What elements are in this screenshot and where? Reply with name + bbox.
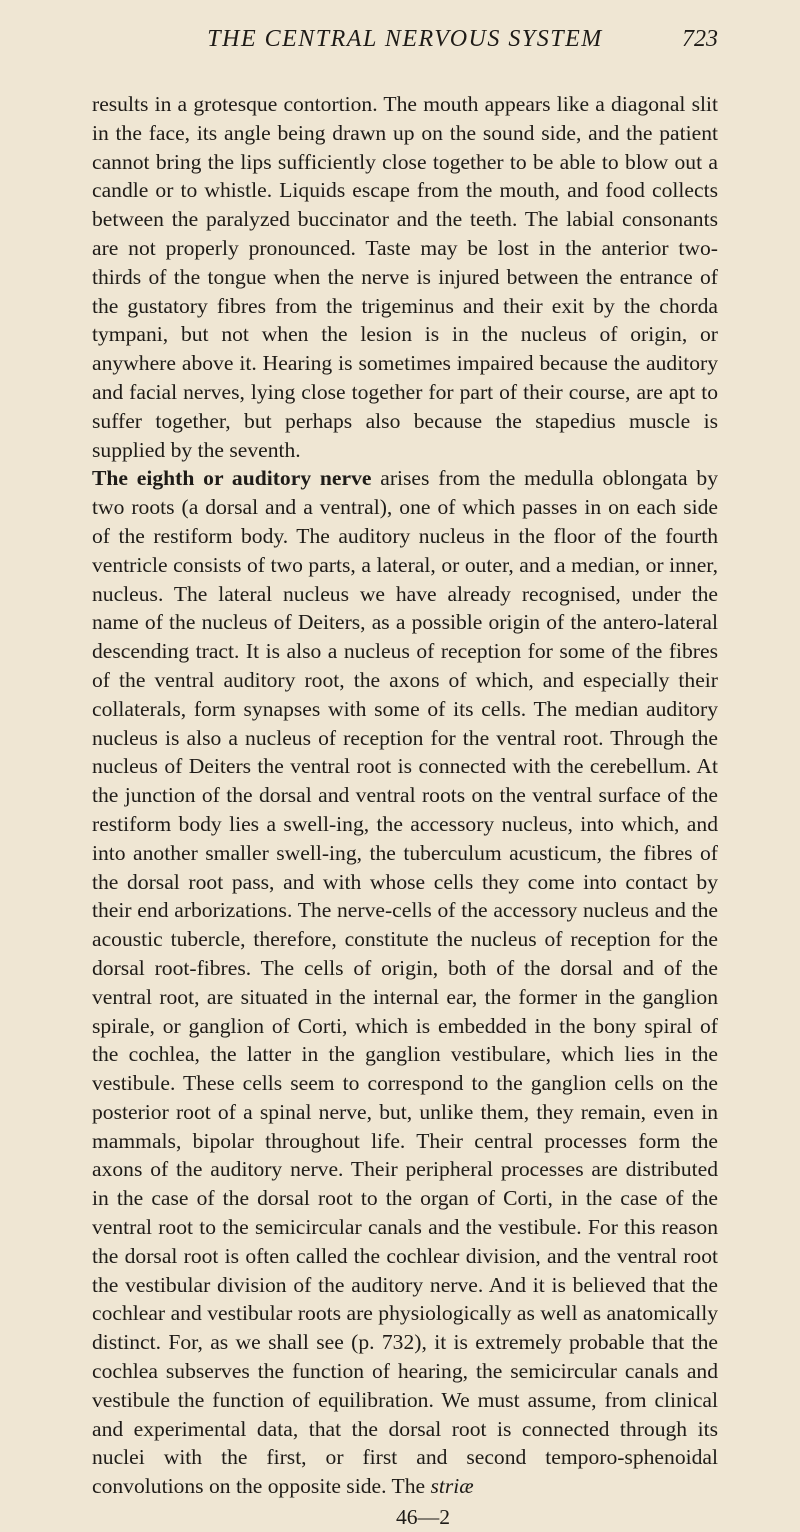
paragraph-facial-nerve-lesion: [92, 90, 718, 464]
running-title: THE CENTRAL NERVOUS SYSTEM: [207, 26, 603, 52]
paragraph-text: arises from the medulla oblongata by two roots (a dorsal and a ventral), one of which passes in on each side of the restiform body. The auditory nucleus in the floor of the fourth ventricle consists of two parts, a lateral, or outer, and a median, or inner, nucleus. The lateral nucleus we have already recognised, under the name of the nucleus of Deiters, as a possible origin of the antero-lateral descending tract. It is also a nucleus of reception for some of the fibres of the ventral auditory root, the axons of which, and especially their collaterals, form synapses with some of its cells. The median auditory nucleus is also a nucleus of reception for the ventral root. Through the nucleus of Deiters the ventral root is connected with the cerebellum. At the junction of the dorsal and ventral roots on the ventral surface of the restiform body lies a swell-ing, the accessory nucleus, into which, and into another smaller swell-ing, the tuberculum acusticum, the fibres of the dorsal root pass, and with whose cells they come into contact by their end arborizations. The nerve-cells of the accessory nucleus and the acoustic tubercle, therefore, constitute the nucleus of reception for the dorsal root-fibres. The cells of origin, both of the dorsal and of the ventral root, are situated in the internal ear, the former in the ganglion spirale, or ganglion of Corti, which is embedded in the bony spiral of the cochlea, the latter in the ganglion vestibulare, which lies in the vestibule. These cells seem to correspond to the ganglion cells on the posterior root of a spinal nerve, but, unlike them, they remain, even in mammals, bipolar throughout life. Their central processes form the axons of the auditory nerve. Their peripheral processes are distributed in the case of the dorsal root to the organ of Corti, in the case of the ventral root to the semicircular canals and the vestibule. For this reason the dorsal root is often called the cochlear division, and the ventral root the vestibular division of the auditory nerve. And it is believed that the cochlear and vestibular roots are physiologically as well as anatomically distinct. For, as we shall see (p. 732), it is extremely probable that the cochlea subserves the function of hearing, the semicircular canals and vestibule the function of equilibration. We must assume, from clinical and experimental data, that the dorsal root is connected through its nuclei with the first, or first and second temporo-sphenoidal convolutions on the opposite side. The: [92, 466, 718, 1499]
page-number: 723: [682, 26, 718, 52]
paragraph-tail-italic: striæ: [430, 1474, 474, 1499]
paragraph-auditory-nerve: [92, 464, 718, 1501]
running-head: [92, 0, 718, 60]
signature-mark: 46—2: [396, 1505, 450, 1530]
paragraph-text: results in a grotesque contortion. The mouth appears like a diagonal slit in the face, its angle being drawn up on the sound side, and the patient cannot bring the lips sufficiently close together to be able to blow out a candle or to whistle. Liquids escape from the mouth, and food collects between the paralyzed buccinator and the teeth. The labial consonants are not properly pronounced. Taste may be lost in the anterior two-thirds of the tongue when the nerve is injured between the entrance of the gustatory fibres from the trigeminus and their exit by the chorda tympani, but not when the lesion is in the nucleus of origin, or anywhere above it. Hearing is sometimes impaired because the auditory and facial nerves, lying close together for part of their course, are apt to suffer together, but perhaps also because the stapedius muscle is supplied by the seventh.: [92, 92, 718, 462]
paragraph-lead-heading: The eighth or auditory nerve: [92, 466, 372, 491]
body-text: [92, 90, 718, 1501]
